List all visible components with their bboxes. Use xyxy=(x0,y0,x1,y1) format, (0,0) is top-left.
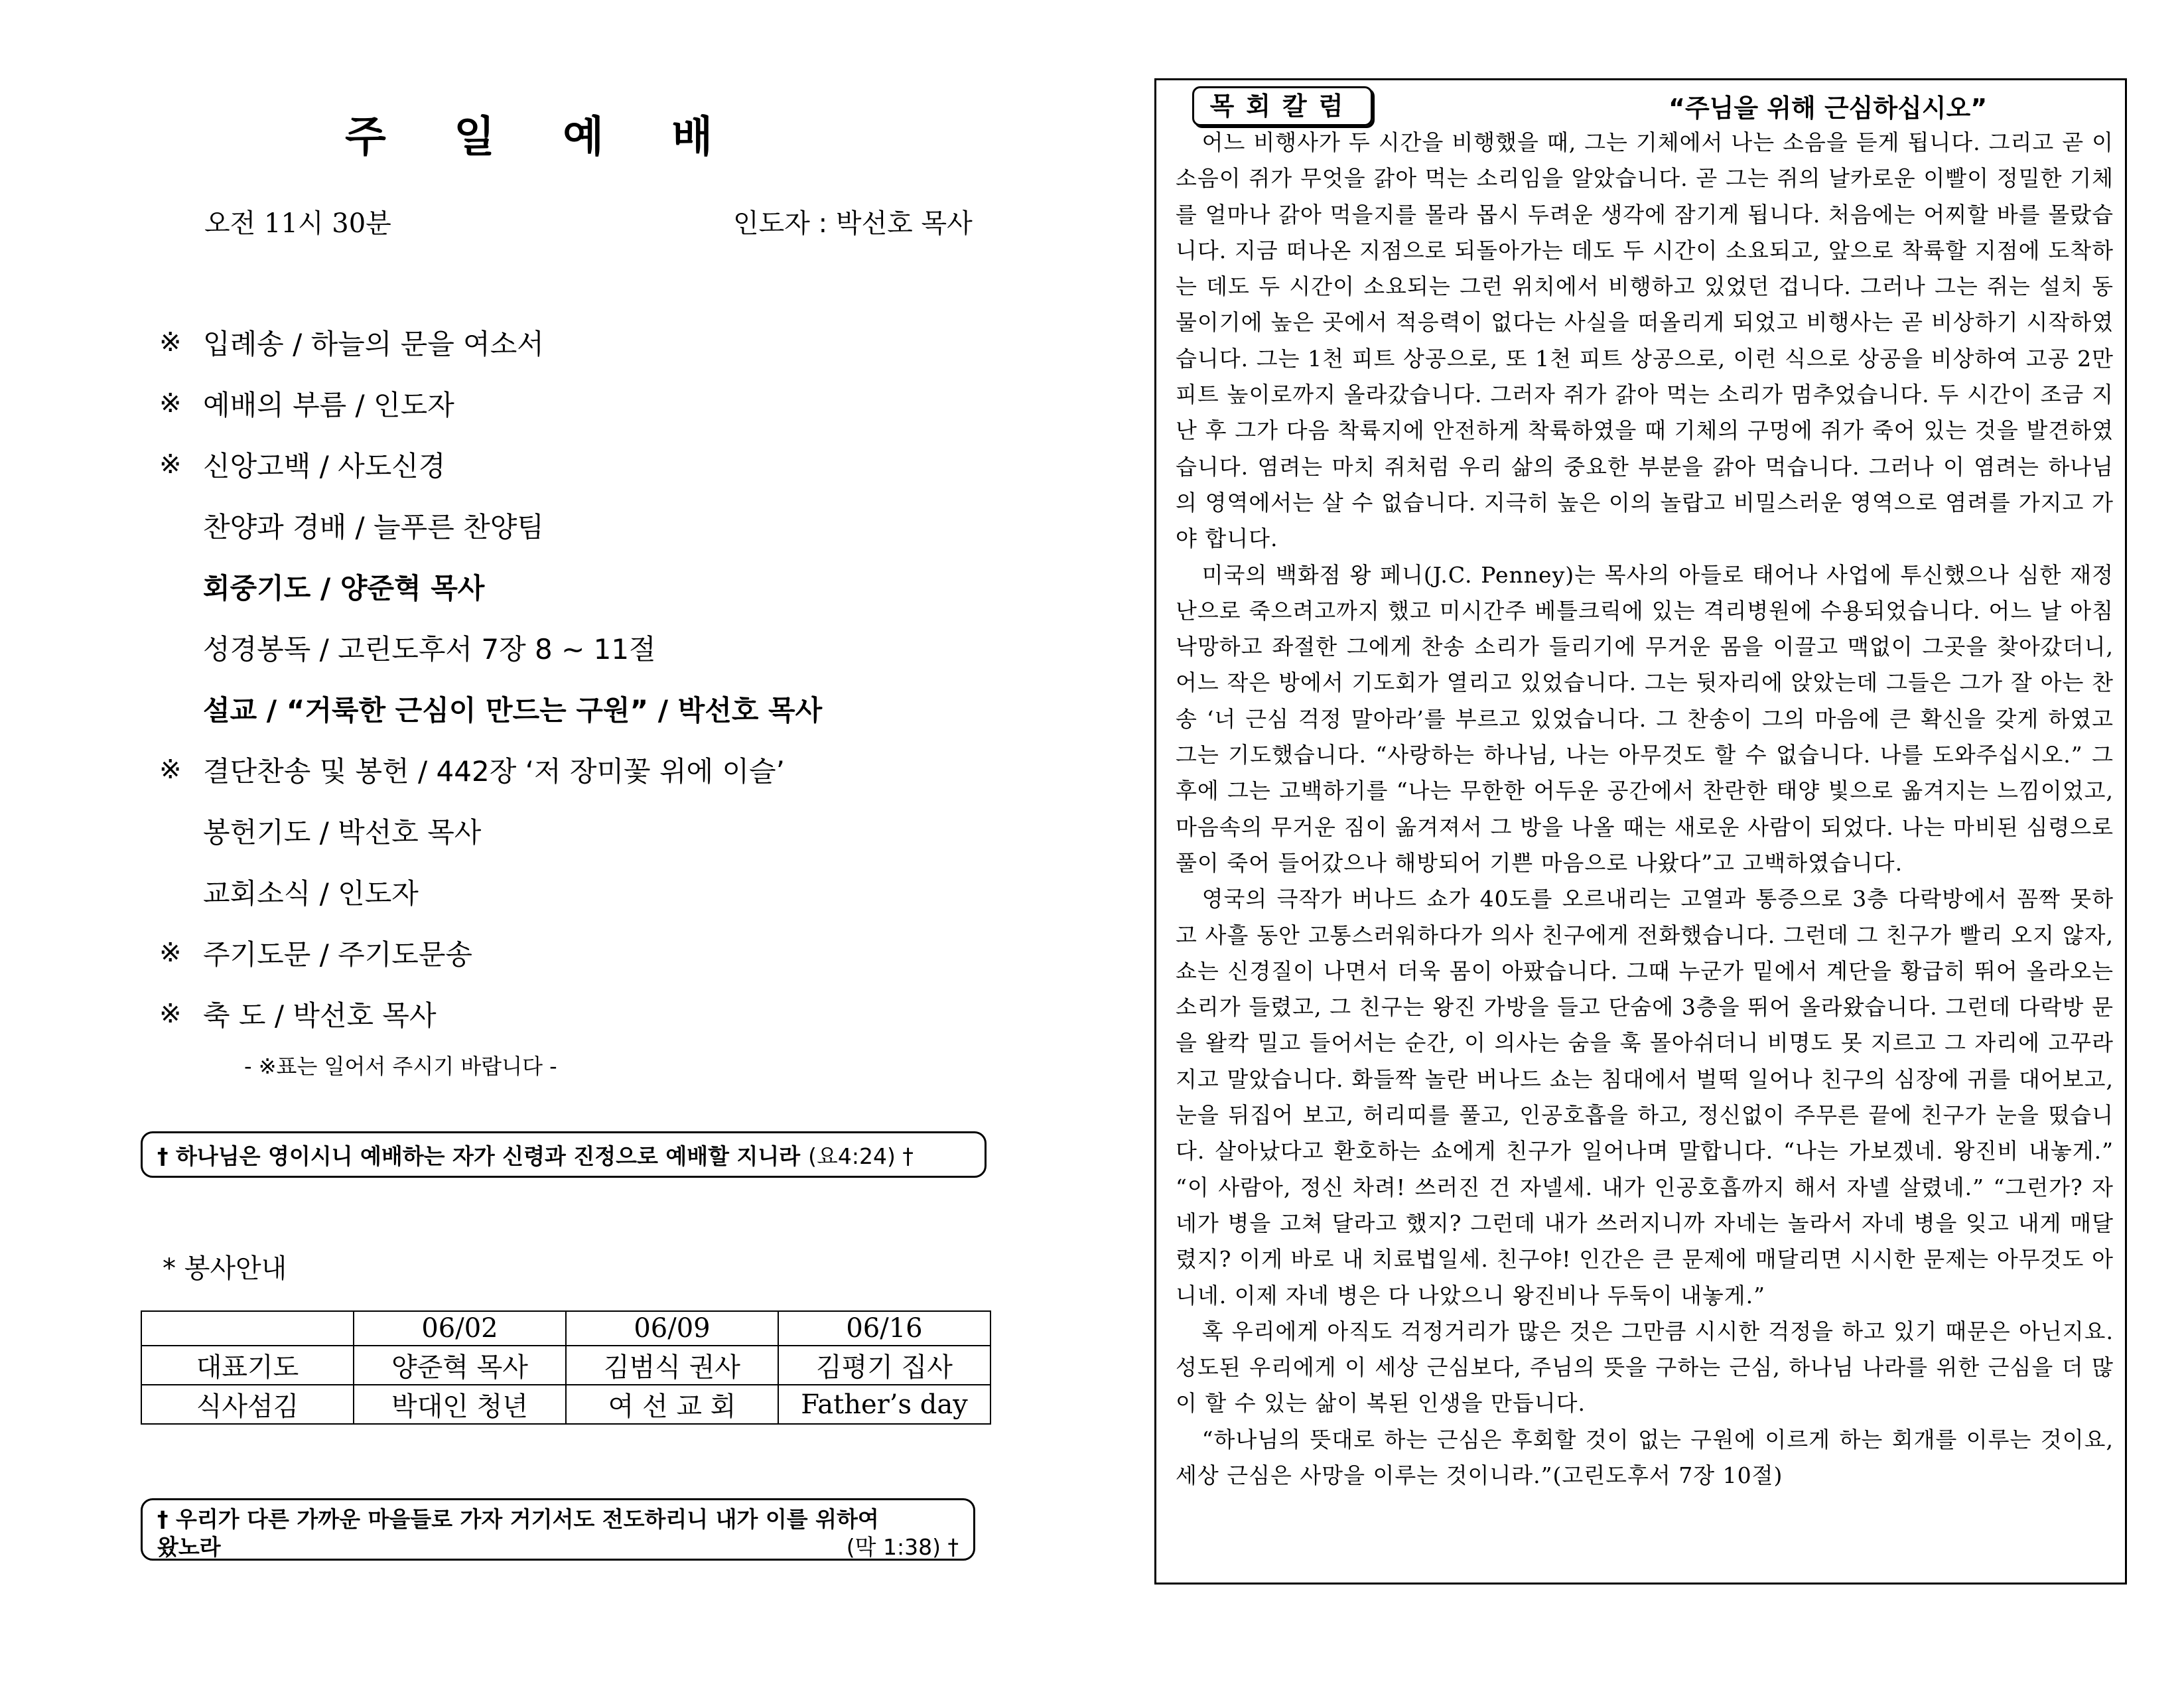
order-item-text: 회중기도 / 양준혁 목사 xyxy=(203,572,485,604)
order-item xyxy=(159,983,1022,1044)
table-header-row xyxy=(141,1311,990,1346)
order-item-text: 축 도 / 박선호 목사 xyxy=(203,999,437,1032)
order-item xyxy=(159,434,1022,495)
service-schedule-table xyxy=(141,1310,991,1425)
table-cell: 여 선 교 회 xyxy=(566,1385,778,1424)
order-item xyxy=(159,922,1022,983)
order-item xyxy=(159,556,1022,617)
column-label: 목회칼럼 xyxy=(1192,86,1373,126)
table-cell: 식사섬김 xyxy=(141,1385,354,1424)
stand-mark: ※ xyxy=(159,999,182,1029)
table-cell: 대표기도 xyxy=(141,1346,354,1385)
order-item xyxy=(159,800,1022,861)
column-title: “주님을 위해 근심하십시오” xyxy=(1669,94,1988,123)
column-paragraph: 미국의 백화점 왕 페니(J.C. Penney)는 목사의 아들로 태어나 사업에 투신했으나 심한 재정난으로 죽으려고까지 했고 미시간주 베틀크릭에 있는 격리병원에 수용되었습니다. 어느 날 아침 낙망하고 좌절한 그에게 찬송 소리가 들리기에 무거운 몸을 이끌고 맥없이 그곳을 찾아갔더니, 어느 작은 방에서 기도회가 열리고 있었습니다. 그는 뒷자리에 앉았는데 그들은 그가 잘 아는 찬송 ‘너 근심 걱정 말아라’를 부르고 있었습니다. 그 찬송이 그의 마음에 큰 확신을 갖게 하였고 그는 기도했습니다. “사랑하는 하나님, 나는 아무것도 할 수 없습니다. 나를 도와주십시오.” 그 후에 그는 고백하기를 “나는 무한한 어두운 공간에서 찬란한 태양 빛으로 옮겨지는 느낌이었고, 마음속의 무거운 짐이 옮겨져서 그 방을 나올 때는 새로운 사람이 되었다. 나는 마비된 심령으로 풀이 죽어 들어갔으나 해방되어 기쁜 마음으로 나왔다”고 고백하였습니다. xyxy=(1176,561,2114,876)
order-item-text: 찬양과 경배 / 늘푸른 찬양팀 xyxy=(203,511,544,543)
column-paragraph: 영국의 극작가 버나드 쇼가 40도를 오르내리는 고열과 통증으로 3층 다락방에서 꼼짝 못하고 사흘 동안 고통스러워하다가 의사 친구에게 전화했습니다. 그런데 그 친구가 빨리 오지 않자, 쇼는 신경질이 나면서 더욱 몸이 아팠습니다. 그때 누군가 밑에서 계단을 황급히 뛰어 올라오는 소리가 들렸고, 그 친구는 왕진 가방을 들고 단숨에 3층을 뛰어 올라왔습니다. 그런데 다락방 문을 왈칵 밀고 들어서는 순간, 이 의사는 숨을 훅 몰아쉬더니 비명도 못 지르고 그 자리에 고꾸라지고 말았습니다. 화들짝 놀란 버나드 쇼는 침대에서 벌떡 일어나 친구의 심장에 귀를 대어보고, 눈을 뒤집어 보고, 허리띠를 풀고, 인공호흡을 하고, 정신없이 주무른 끝에 친구가 눈을 떴습니다. 살아났다고 환호하는 쇼에게 친구가 일어나며 말합니다. “나는 가보겠네. 왕진비 내놓게.” “이 사람아, 정신 차려! 쓰러진 건 자넬세. 내가 인공호흡까지 해서 자넬 살렸네.” “그런가? 자네가 병을 고쳐 달라고 했지? 그런데 내가 쓰러지니까 자네는 놀라서 자네 병을 잊고 내게 매달렸지? 이게 바로 내 치료법일세. 친구야! 인간은 큰 문제에 매달리면 시시한 문제는 아무것도 아니네. 이제 자네 병은 다 나았으니 왕진비나 두둑이 내놓게.” xyxy=(1176,886,2114,1308)
verse-line xyxy=(157,1533,959,1561)
order-item-text: 예배의 부름 / 인도자 xyxy=(203,389,454,421)
stand-mark: ※ xyxy=(159,938,182,968)
order-item-text: 교회소식 / 인도자 xyxy=(203,877,419,910)
column-paragraph: “하나님의 뜻대로 하는 근심은 후회할 것이 없는 구원에 이르게 하는 회개를 이루는 것이요, 세상 근심은 사망을 이루는 것이니라.”(고린도후서 7장 10절) xyxy=(1176,1426,2114,1488)
stand-mark: ※ xyxy=(159,327,182,358)
verse-reference: (막 1:38) † xyxy=(846,1534,959,1560)
service-leader: 인도자 : 박선호 목사 xyxy=(733,208,973,239)
page-title: 주 일 예 배 xyxy=(345,113,740,162)
verse-box-mission xyxy=(141,1498,975,1561)
order-item-text: 결단찬송 및 봉헌 / 442장 ‘저 장미꽃 위에 이슬’ xyxy=(203,755,785,788)
service-schedule-title: * 봉사안내 xyxy=(163,1253,287,1284)
order-item-text: 입례송 / 하늘의 문을 여소서 xyxy=(203,328,544,360)
order-item xyxy=(159,495,1022,556)
column-body xyxy=(1176,125,2114,1494)
table-header xyxy=(141,1311,354,1346)
table-cell: 박대인 청년 xyxy=(354,1385,566,1424)
order-item-text: 봉헌기도 / 박선호 목사 xyxy=(203,816,482,849)
stand-mark: ※ xyxy=(159,388,182,419)
verse-text-continued: 왔노라 xyxy=(157,1534,221,1560)
table-cell: 김범식 권사 xyxy=(566,1346,778,1385)
table-header: 06/02 xyxy=(354,1311,566,1346)
verse-reference: (요4:24) † xyxy=(808,1143,914,1169)
order-item-text: 설교 / “거룩한 근심이 만드는 구원” / 박선호 목사 xyxy=(203,694,823,727)
table-cell: 김평기 집사 xyxy=(778,1346,990,1385)
table-header: 06/09 xyxy=(566,1311,778,1346)
order-item xyxy=(159,312,1022,373)
stand-mark: ※ xyxy=(159,754,182,785)
order-item xyxy=(159,861,1022,922)
service-time: 오전 11시 30분 xyxy=(204,208,391,239)
order-of-worship xyxy=(159,312,1022,1044)
table-header: 06/16 xyxy=(778,1311,990,1346)
order-item-text: 신앙고백 / 사도신경 xyxy=(203,450,446,482)
table-cell: 양준혁 목사 xyxy=(354,1346,566,1385)
order-item-text: 성경봉독 / 고린도후서 7장 8 ~ 11절 xyxy=(203,633,656,666)
stand-mark: ※ xyxy=(159,449,182,480)
order-item xyxy=(159,678,1022,739)
order-item-text: 주기도문 / 주기도문송 xyxy=(203,938,473,971)
column-paragraph: 혹 우리에게 아직도 걱정거리가 많은 것은 그만큼 시시한 걱정을 하고 있기 때문은 아닌지요. 성도된 우리에게 이 세상 근심보다, 주님의 뜻을 구하는 근심, 하나님 나라를 위한 근심을 더 많이 할 수 있는 삶이 복된 인생을 만듭니다. xyxy=(1176,1318,2114,1417)
column-paragraph: 어느 비행사가 두 시간을 비행했을 때, 그는 기체에서 나는 소음을 듣게 됩니다. 그리고 곧 이 소음이 쥐가 무엇을 갉아 먹는 소리임을 알았습니다. 곧 그는 쥐의 날카로운 이빨이 정밀한 기체를 얼마나 갉아 먹을지를 몰라 몹시 두려운 생각에 잠기게 됩니다. 처음에는 어찌할 바를 몰랐습니다. 지금 떠나온 지점으로 되돌아가는 데도 두 시간이 소요되고, 앞으로 착륙할 지점에 도착하는 데도 두 시간이 소요되는 그런 위치에서 비행하고 있었던 겁니다. 그러나 그는 쥐는 설치 동물이기에 높은 곳에서 적응력이 없다는 사실을 떠올리게 되었고 비행사는 곧 비상하기 시작하였습니다. 그는 1천 피트 상공으로, 또 1천 피트 상공으로, 이런 식으로 상공을 비상하여 고공 2만 피트 높이로까지 올라갔습니다. 그러자 쥐가 갉아 먹는 소리가 멈추었습니다. 두 시간이 조금 지난 후 그가 다음 착륙지에 안전하게 착륙하였을 때 기체의 구멍에 쥐가 죽어 있는 것을 발견하였습니다. 염려는 마치 쥐처럼 우리 삶의 중요한 부분을 갉아 먹습니다. 그러나 이 염려는 하나님의 영역에서는 살 수 없습니다. 지극히 높은 이의 놀랍고 비밀스러운 영역으로 염려를 가지고 가야 합니다. xyxy=(1176,129,2114,552)
verse-box-worship xyxy=(141,1131,987,1178)
table-row xyxy=(141,1346,990,1385)
order-item xyxy=(159,739,1022,800)
standing-note: - ※표는 일어서 주시기 바랍니다 - xyxy=(244,1054,557,1079)
verse-text: † 하나님은 영이시니 예배하는 자가 신령과 진정으로 예배할 지니라 xyxy=(157,1143,801,1169)
verse-text: † 우리가 다른 가까운 마을들로 가자 거기서도 전도하리니 내가 이를 위하여 xyxy=(157,1506,879,1532)
order-item xyxy=(159,617,1022,678)
table-row xyxy=(141,1385,990,1424)
table-cell: Father’s day xyxy=(778,1385,990,1424)
order-item xyxy=(159,373,1022,434)
